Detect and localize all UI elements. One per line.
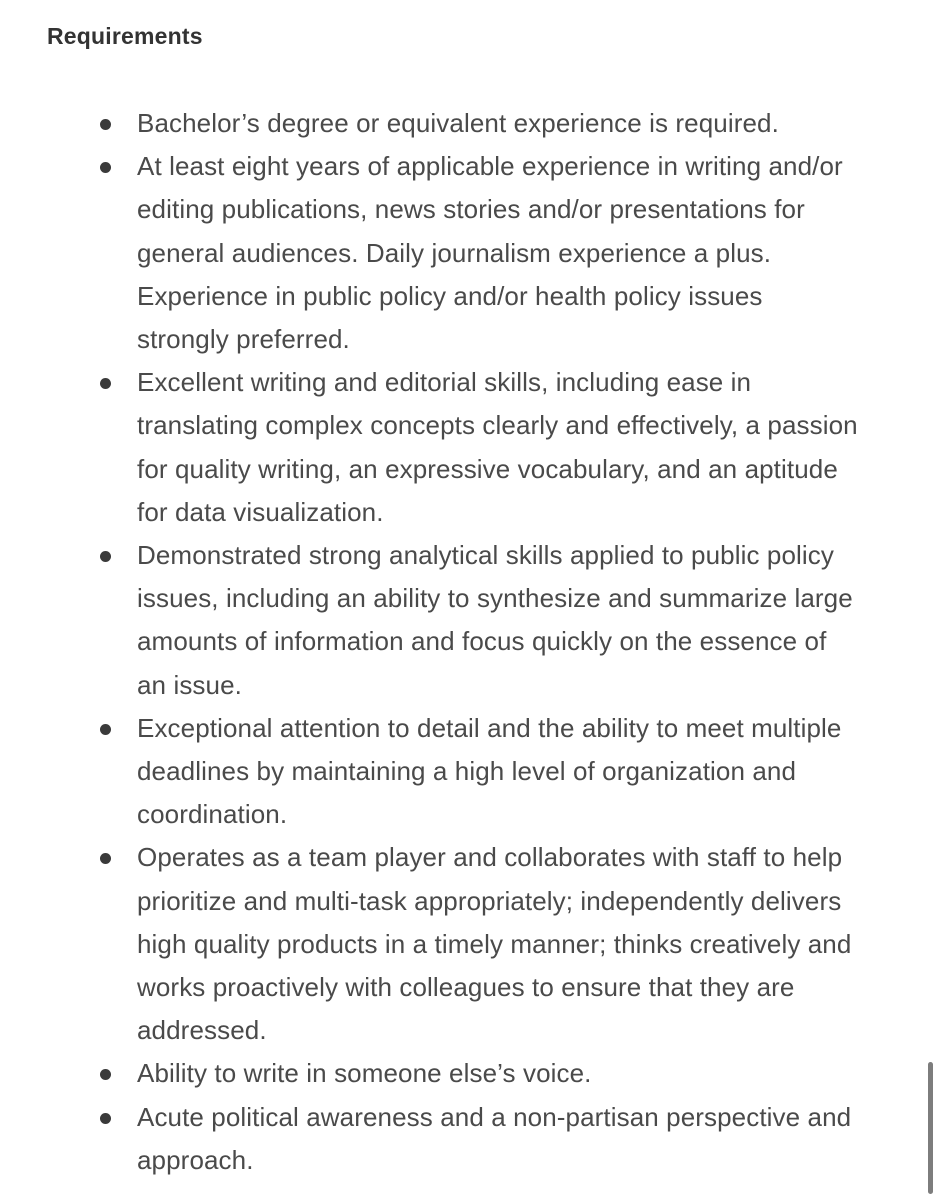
bullet-icon — [100, 1113, 111, 1124]
list-item — [0, 102, 900, 145]
bullet-icon — [100, 724, 111, 735]
requirement-text: Acute political awareness and a non-partisan perspective and approach. — [137, 1101, 852, 1175]
requirement-text: Excellent writing and editorial skills, including ease in translating complex concepts clearly and effectively, a passion for quality writing, an expressive vocabulary, and an aptitude for data visualization. — [137, 367, 858, 527]
list-item — [0, 1052, 900, 1095]
bullet-icon — [100, 1069, 111, 1080]
bullet-icon — [100, 119, 111, 130]
requirement-text: Operates as a team player and collaborates with staff to help prioritize and multi-task appropriately; independently delivers high quality products in a timely manner; thinks creatively and works proactively with colleagues to ensure that they are addressed. — [137, 842, 852, 1046]
bullet-icon — [100, 551, 111, 562]
list-item — [0, 707, 900, 837]
bullet-icon — [100, 853, 111, 864]
vertical-scrollbar[interactable] — [928, 1062, 933, 1194]
list-item — [0, 361, 900, 534]
bullet-icon — [100, 162, 111, 173]
requirement-text: Ability to write in someone else’s voice. — [137, 1058, 592, 1089]
requirement-text: Exceptional attention to detail and the ability to meet multiple deadlines by maintaining a high level of organization and coordination. — [137, 712, 842, 830]
requirement-text: Demonstrated strong analytical skills applied to public policy issues, including an ability to synthesize and summarize large amounts of information and focus quickly on the essence of an issue. — [137, 540, 853, 700]
list-item — [0, 836, 900, 1052]
list-item — [0, 145, 900, 361]
requirement-text: At least eight years of applicable experience in writing and/or editing publications, news stories and/or presentations for general audiences. Daily journalism experience a plus. Experience in public policy and/or health policy issues strongly preferred. — [137, 151, 843, 355]
requirements-list — [0, 102, 900, 1182]
section-heading: Requirements — [47, 23, 203, 49]
requirement-text: Bachelor’s degree or equivalent experience is required. — [137, 108, 779, 138]
list-item — [0, 1096, 900, 1182]
bullet-icon — [100, 378, 111, 389]
list-item — [0, 534, 900, 707]
